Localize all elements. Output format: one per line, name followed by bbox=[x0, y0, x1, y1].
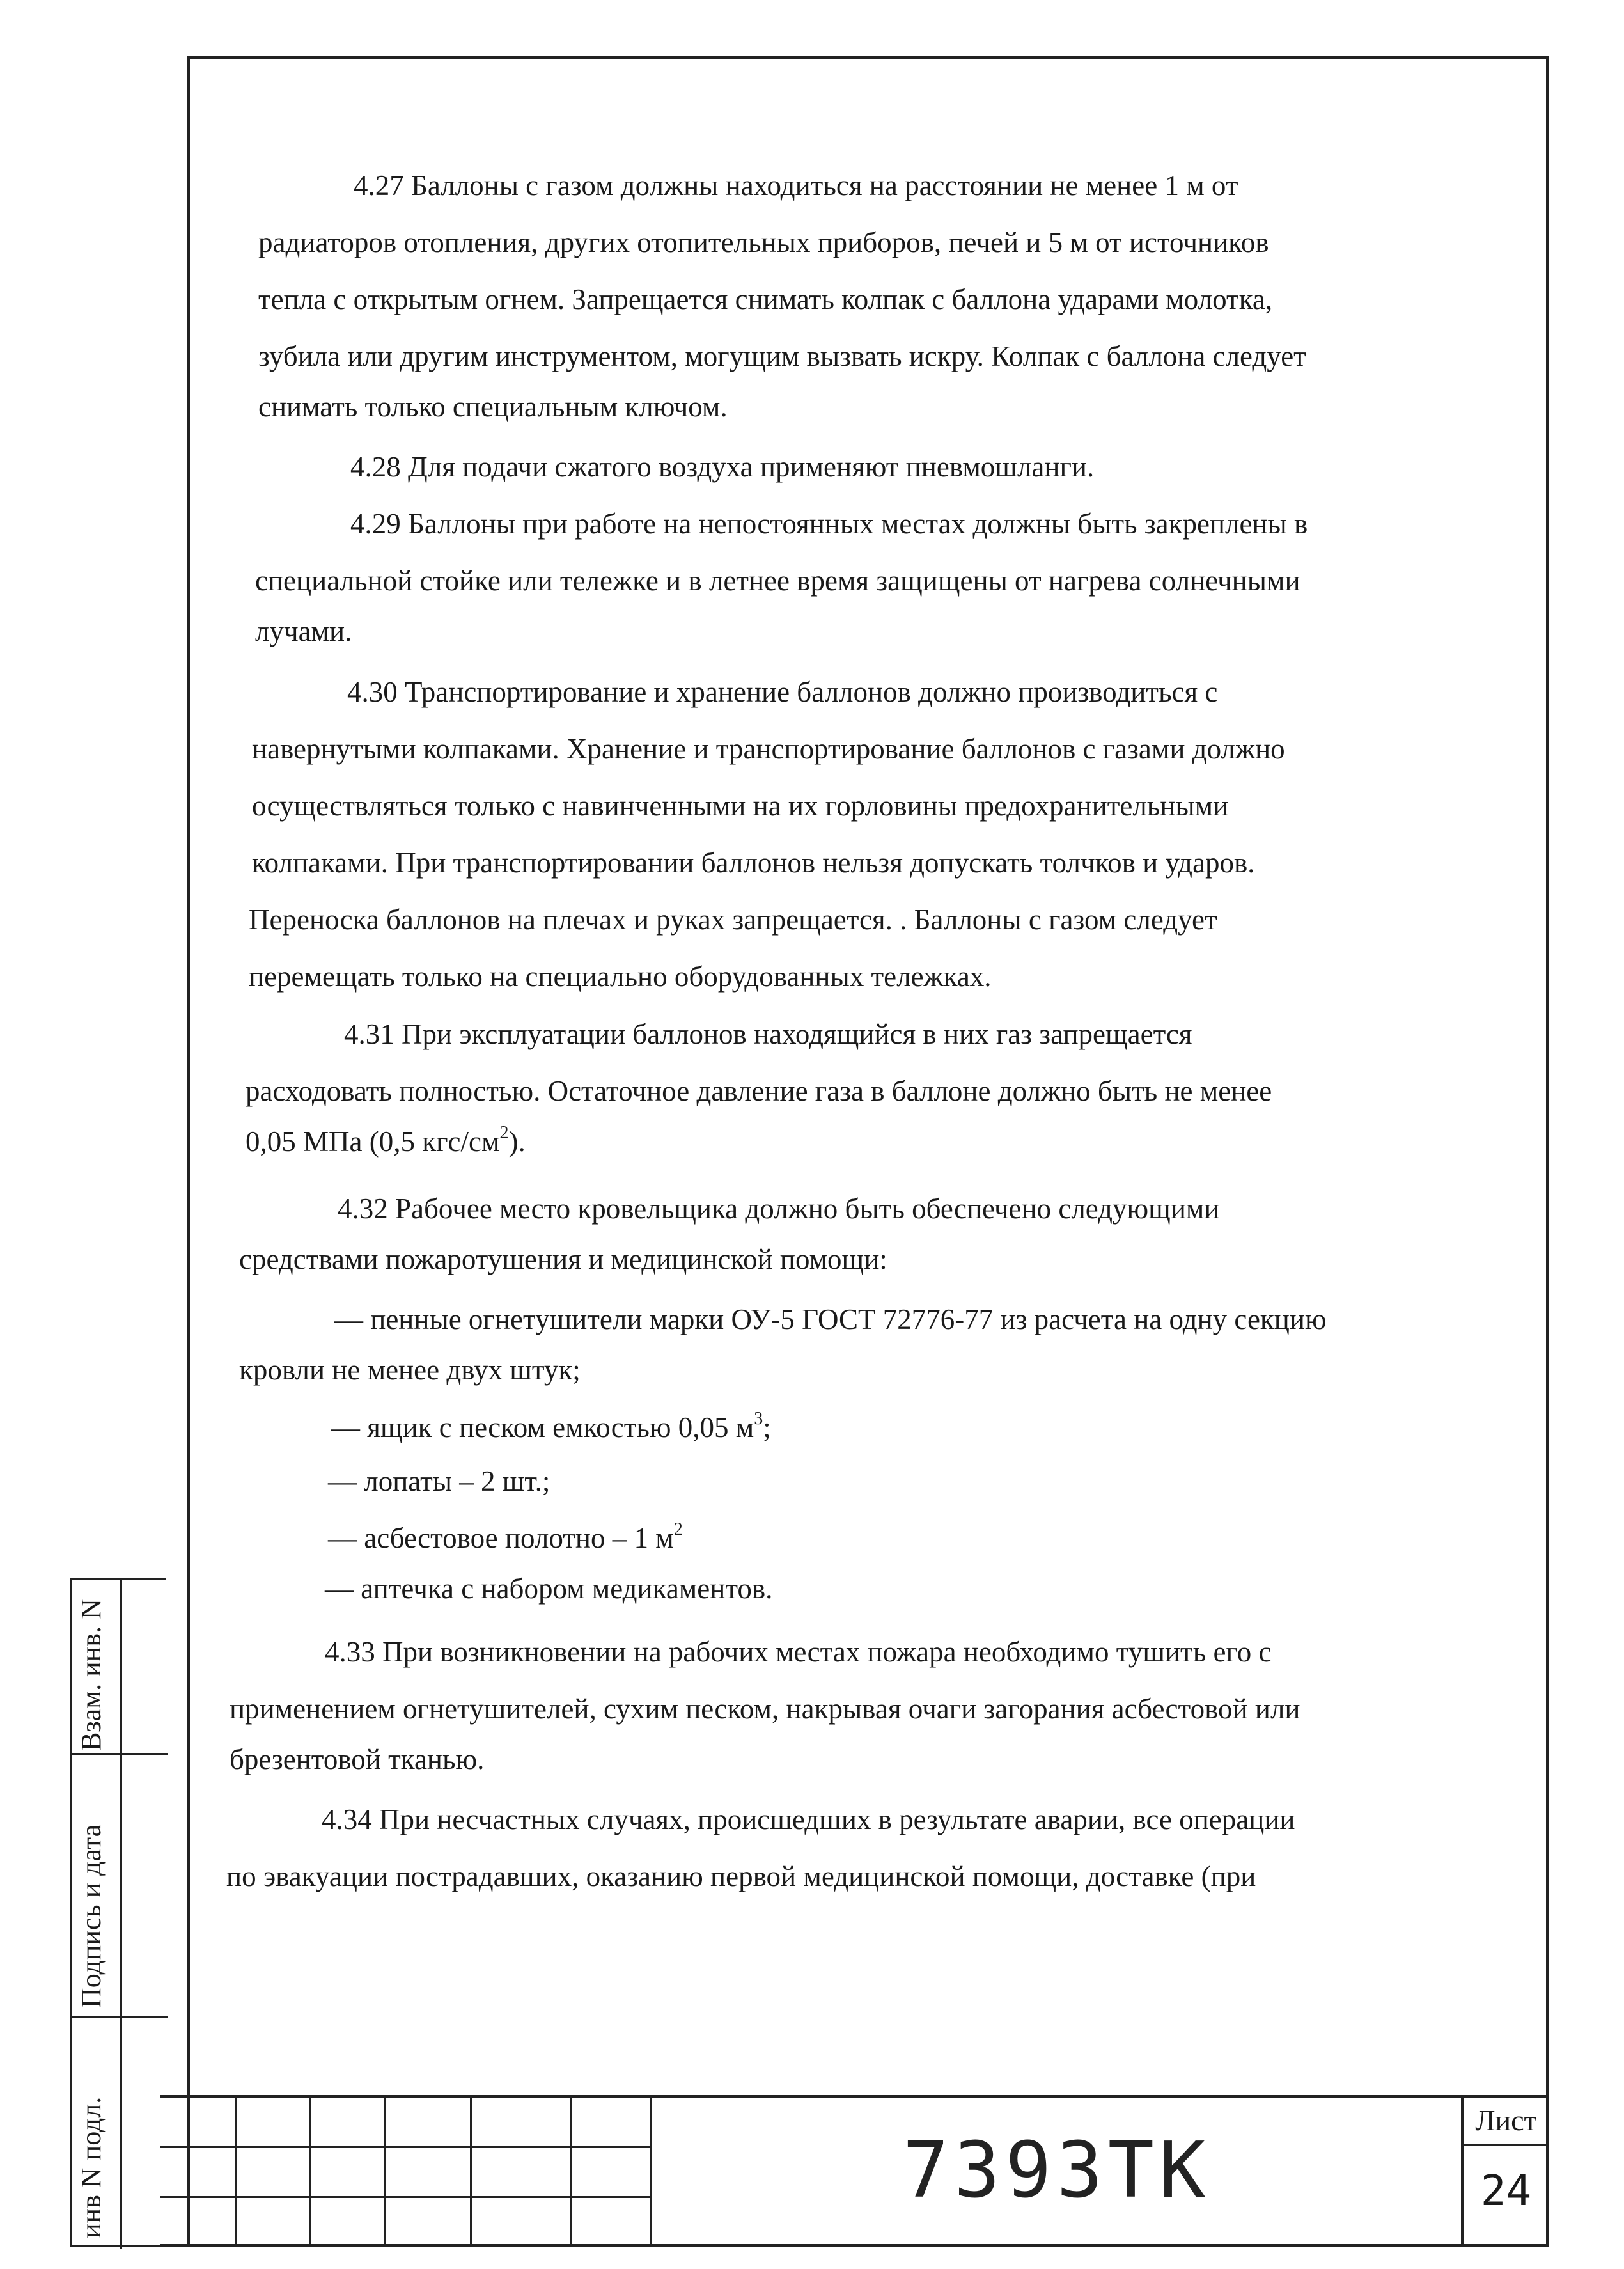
list-item bbox=[331, 1409, 771, 1443]
grid-line bbox=[470, 2095, 472, 2247]
text-line bbox=[246, 1123, 526, 1158]
text-line: брезентовой тканью. bbox=[230, 1743, 485, 1775]
stamp-inv-vzam: Взам. инв. N bbox=[75, 1599, 107, 1751]
text-line: 4.30 Транспортирование и хранение баллонов должно производиться с bbox=[347, 676, 1218, 708]
text-line: расходовать полностью. Остаточное давление газа в баллоне должно быть не менее bbox=[246, 1075, 1272, 1107]
stamp-signature-date: Подпись и дата bbox=[75, 1824, 107, 2008]
superscript: 3 bbox=[754, 1409, 763, 1429]
sheet-number: 24 bbox=[1480, 2166, 1532, 2215]
text-line: специальной стойке или тележке и в летнее время защищены от нагрева солнечными bbox=[255, 565, 1300, 597]
grid-line bbox=[235, 2095, 237, 2247]
text-line: 4.27 Баллоны с газом должны находиться на расстоянии не менее 1 м от bbox=[354, 169, 1238, 201]
text-line: 4.28 Для подачи сжатого воздуха применяют пневмошланги. bbox=[350, 451, 1095, 483]
text-line: 4.32 Рабочее место кровельщика должно быть обеспечено следующими bbox=[338, 1193, 1220, 1225]
text-line: Переноска баллонов на плечах и руках запрещается. . Баллоны с газом следует bbox=[249, 904, 1217, 936]
text-fragment: ). bbox=[508, 1126, 526, 1158]
text-line: зубила или другим инструментом, могущим вызвать искру. Колпак с баллона следует bbox=[258, 340, 1306, 372]
text-line: средствами пожаротушения и медицинской помощи: bbox=[239, 1243, 887, 1275]
grid-line bbox=[570, 2095, 572, 2247]
text-line: перемещать только на специально оборудованных тележках. bbox=[249, 961, 992, 993]
text-line: тепла с открытым огнем. Запрещается снимать колпак с баллона ударами молотка, bbox=[258, 283, 1273, 315]
list-item bbox=[328, 1519, 683, 1554]
text-line: 4.29 Баллоны при работе на непостоянных местах должны быть закреплены в bbox=[350, 508, 1308, 540]
text-line: 4.34 При несчастных случаях, происшедших в результате аварии, все операции bbox=[322, 1803, 1295, 1835]
text-line: лучами. bbox=[255, 615, 352, 647]
text-line: колпаками. При транспортировании баллонов нельзя допускать толчков и ударов. bbox=[252, 847, 1255, 879]
text-fragment: — ящик с песком емкостью 0,05 м bbox=[331, 1411, 754, 1443]
text-line: осуществляться только с навинченными на их горловины предохранительными bbox=[252, 790, 1229, 822]
stamp-inv-podl: инв N подл. bbox=[75, 2096, 107, 2238]
list-item: — пенные огнетушители марки ОУ-5 ГОСТ 72776-77 из расчета на одну секцию bbox=[334, 1303, 1327, 1335]
text-line: 4.33 При возникновении на рабочих местах пожара необходимо тушить его с bbox=[325, 1636, 1272, 1668]
grid-line bbox=[160, 2196, 652, 2198]
text-line: применением огнетушителей, сухим песком, накрывая очаги загорания асбестовой или bbox=[230, 1693, 1300, 1725]
text-line: кровли не менее двух штук; bbox=[239, 1354, 581, 1386]
superscript: 2 bbox=[499, 1123, 509, 1143]
text-fragment: ; bbox=[763, 1411, 771, 1443]
text-line: навернутыми колпаками. Хранение и транспортирование баллонов с газами должно bbox=[252, 733, 1285, 765]
stamp-divider bbox=[120, 1580, 122, 2249]
stamp-divider bbox=[72, 2016, 168, 2018]
list-item: — аптечка с набором медикаментов. bbox=[325, 1573, 773, 1605]
grid-line bbox=[309, 2095, 311, 2247]
sheet-label: Лист bbox=[1464, 2095, 1549, 2146]
revision-grid bbox=[160, 2095, 652, 2247]
page-bottom-border bbox=[160, 2244, 1549, 2247]
text-line: по эвакуации пострадавших, оказанию первой медицинской помощи, доставке (при bbox=[226, 1860, 1256, 1892]
text-fragment: — асбестовое полотно – 1 м bbox=[328, 1522, 674, 1554]
text-line: снимать только специальным ключом. bbox=[258, 391, 728, 423]
sheet-box bbox=[1461, 2095, 1549, 2247]
grid-line bbox=[384, 2095, 386, 2247]
grid-line bbox=[160, 2146, 652, 2148]
text-fragment: 0,05 МПа (0,5 кгс/см bbox=[246, 1126, 500, 1158]
superscript: 2 bbox=[673, 1519, 683, 1539]
text-line: 4.31 При эксплуатации баллонов находящийся в них газ запрещается bbox=[344, 1018, 1192, 1050]
list-item: — лопаты – 2 шт.; bbox=[328, 1465, 550, 1497]
stamp-divider bbox=[72, 1753, 168, 1755]
document-code: 7393ТК bbox=[902, 2126, 1211, 2215]
text-line: радиаторов отопления, других отопительных приборов, печей и 5 м от источников bbox=[258, 226, 1269, 258]
